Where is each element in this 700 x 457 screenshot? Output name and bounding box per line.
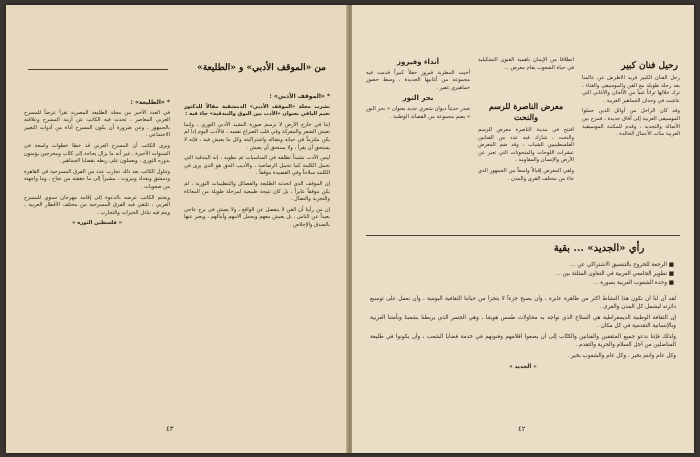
editorial-heading: رأي «الجديد» ... بقية [553, 243, 645, 254]
article-mawqif [184, 91, 330, 391]
bullet-list [374, 261, 674, 288]
article-heading: معرض الناصرة للرسم والنحت [488, 101, 564, 122]
news-heading: أنداء وفيروز [396, 58, 439, 66]
editorial-body [370, 295, 676, 419]
bullet-item: ■ وحدة الشعوب العربية بصورة ... [593, 280, 674, 286]
section-divider [366, 235, 680, 236]
right-page [352, 5, 694, 453]
paragraph: ويرى الكاتب أن المسرح العربي قد خطا خطوات واسعة في السنوات الأخيرة ، غير أنه ما يزال بحاجة إلى كتّاب ومخرجين يؤمنون بدوره الثوري ، ويعملون على ربطه بقضايا الجماهير . [24, 142, 170, 165]
page-number: ٤٣ [166, 425, 174, 433]
paragraph: في العدد الأخير من مجلة الطليعة المصرية نقرأ عرضاً للمسرح العربي المعاصر ، تحدث فيه الكاتب عن أزمة المسرح وعلاقته بالجمهور ، وعن ضرورة أن يكون المسرح أداة من أدوات التغيير الاجتماعي . [24, 109, 170, 139]
magazine-spread [6, 5, 694, 453]
page-number: ٤٢ [518, 425, 526, 433]
news-column [366, 57, 470, 227]
paragraph: لقد آن لنا أن نكون هذا النشاط أكثر من ظاهرة عابرة ، وأن يصبح جزءاً لا يتجزأ من حياتنا الثقافية اليومية ، وأن نعمل على توسيع دائرته ليشمل كل المدن والقرى . [370, 296, 676, 310]
news-heading: بحر النور [402, 94, 434, 103]
article-exhibition [478, 127, 574, 232]
paragraph: افتتح في مدينة الناصرة معرض للرسم والنحت ، شارك فيه عدد من الفنانين الفلسطينيين الشباب ، وقد ضم المعرض عشرات اللوحات والمنحوتات التي تعبر عن الأرض والإنسان والمقاومة . [478, 127, 574, 164]
article-heading: رحيل فنان كبير [621, 61, 678, 71]
paragraph: انطلاقاً من الإيمان بأهمية الفنون التشكيلية في حياة الشعوب يقام معرض ... [478, 57, 574, 71]
paragraph: وقد كان الراحل من أوائل الذين حملوا الموسيقى العربية إلى آفاق جديدة ، فمزج بين الأصالة والتجديد ، وقدم للمكتبة الموسيقية العربية مئات الأعمال الخالدة . [582, 108, 680, 138]
article-intro: نشرت مجلة «الموقف الأدبي» الدمشقية مقالاً للدكتور نعيم اليافي بعنوان «الأدب بين البوق والبندقية» جاء فيه : [184, 103, 330, 118]
paragraph: ويختم الكاتب عرضه بالدعوة إلى إقامة مهرجان سنوي للمسرح العربي ، تلتقي فيه الفرق المسرحية من مختلف الأقطار العربية ، ويتم فيه تبادل الخبرات والتجارب . [24, 194, 170, 216]
article-signature: « فلسطين الثورة » [72, 220, 122, 227]
paragraph: صدر حديثاً ديوان شعري جديد بعنوان « بحر النور » يضم مجموعة من القصائد الوطنية . [366, 105, 470, 120]
paragraph: إن من رأينا أن الفن لا ينفصل عن الواقع ، ولا يعيش في برج عاجي بعيداً عن الناس ، بل يعيش معهم ويحمل آلامهم وآمالهم ، ويعبر عنها بالصدق والإخلاص . [184, 206, 330, 228]
paragraph: ولقي المعرض إقبالاً واسعاً من الجمهور الذي جاء من مختلف القرى والمدن . [478, 167, 574, 182]
article-taliaa [24, 97, 170, 397]
page-title: من «الموقف الأدبي» و «الطليعة» [197, 63, 326, 73]
paragraph: وتناول الكاتب بعد ذلك تجارب عدد من الفرق المسرحية في القاهرة ودمشق وبغداد وبيروت ، مشيراً إلى ما حققته من نجاح ، وما واجهته من صعوبات . [24, 168, 170, 190]
bullet-item: ■ تطوير الجامعي العربية في التعاون المثلثة بين ... [555, 271, 674, 277]
paragraph: وكل عام وانتم بخير ، وكل عام والشعوب بخير . [567, 353, 676, 359]
editorial-signature: « الجديد » [509, 364, 537, 370]
article-intro-block [478, 57, 574, 97]
paragraph: إننا في خارج الأرض لا نرسم صورة النشيد الأدبي الثوري ، وإنما نعيش الشعر والمعركة وفي قلب الصراع نفسه ، فالأدب اليوم إذا لم يكن ملتزماً في حياته ونضاله واشتراكيته وكل ما يعيش فيه ، فإنه لا يستحق أن يقرأ ، ولا يستحق أن يعيش . [184, 121, 330, 151]
paragraph: ليس الأدب نشيداً نطلقه في المناسبات ثم نطويه ، إنه البندقية التي تحمل الكلمة كما تحمل الرصاصة ، والأديب الحق هو الذي يرى في الكلمة سلاحاً وفي القصيدة موقفاً . [184, 155, 330, 177]
article-obituary [582, 75, 680, 185]
paragraph: أحيت المطربة فيروز حفلاً كبيراً قدمت فيه مجموعة من أغانيها الجديدة ، وسط حضور جماهيري غفير . [366, 69, 470, 91]
paragraph: رحل الفنان الكبير فريد الأطرش عن عالمنا بعد رحلة طويلة مع الفن والموسيقى والغناء ، ترك خلالها تراثاً غنياً من الألحان والأغاني التي عاشت في وجدان الجماهير العربية . [582, 75, 680, 104]
title-rule [28, 69, 168, 70]
left-page [6, 5, 348, 453]
bullet-item: ■ الرجعة للخروج بالتنسيق الاشتراكي عن ... [570, 262, 674, 268]
paragraph: إن الثقافة الوطنية الديمقراطية هي السلاح الذي نواجه به محاولات طمس هويتنا ، وهي الجسر الذي يربطنا بشعبنا وبأمتنا العربية وبالإنسانية التقدمية في كل مكان . [370, 315, 676, 329]
paragraph: ولذلك فإننا ندعو جميع المثقفين والفنانين والكتّاب إلى أن يضعوا أقلامهم وفنونهم في خدمة قضايا الشعب ، وأن يكونوا في طليعة المناضلين من أجل السلام والحرية والتقدم . [370, 334, 676, 348]
section-heading: * «الموقف الأدبي» : [269, 93, 330, 100]
section-heading: * «الطليعة» : [130, 99, 170, 106]
paragraph: إن الموقف الذي اتخذته الطليعة والفصائل والتنظيمات الثورية ، لم يكن موقفاً عابراً ، بل كان نتيجة طبيعية لمرحلة طويلة من المعاناة والتجربة والنضال . [184, 180, 330, 203]
